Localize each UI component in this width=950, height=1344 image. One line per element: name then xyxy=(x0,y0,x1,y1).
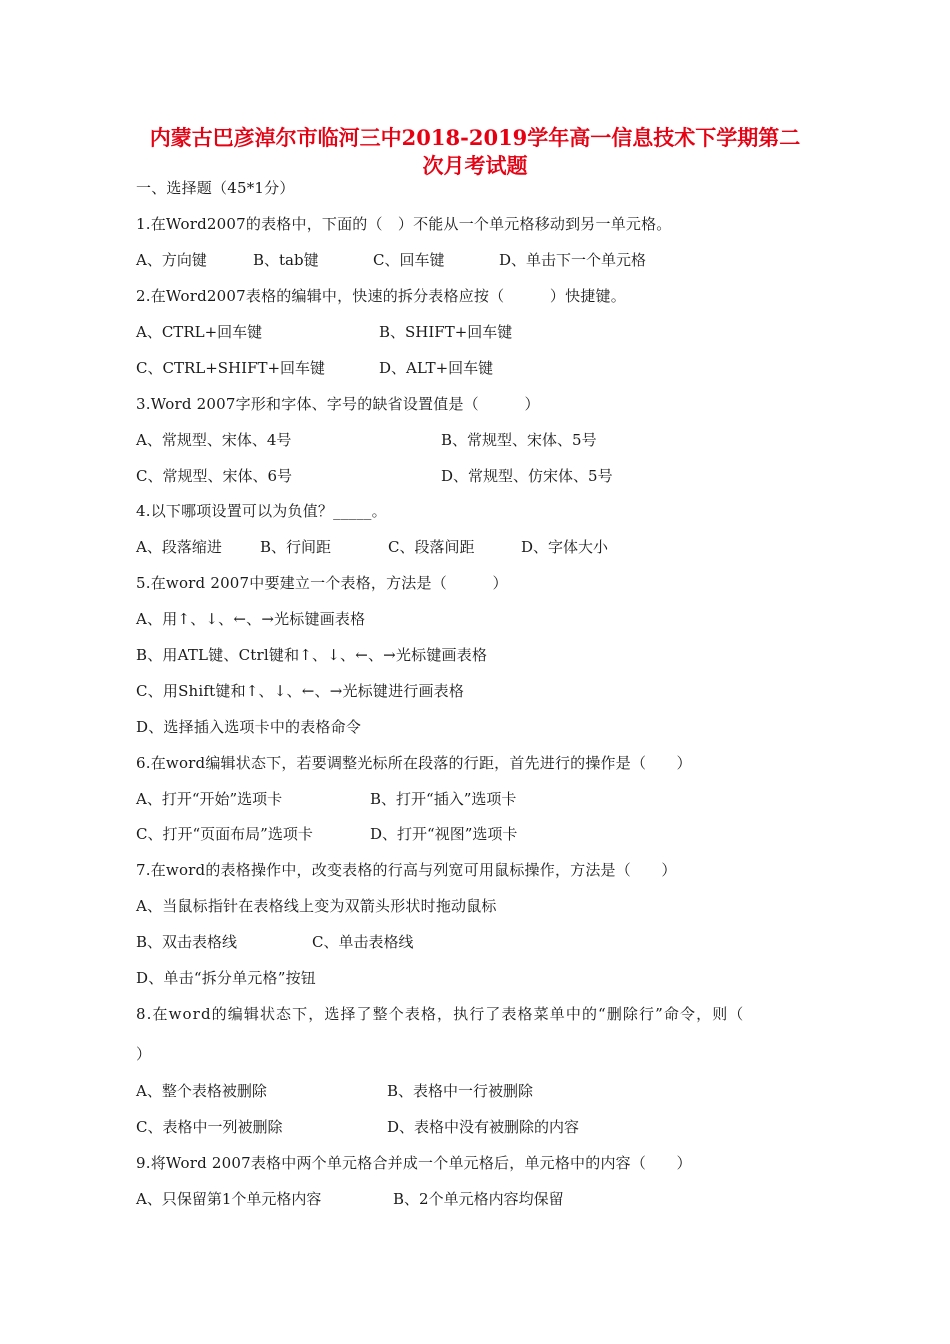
question-9-stem: 9.将Word 2007表格中两个单元格合并成一个单元格后，单元格中的内容（ ） xyxy=(136,1154,692,1172)
question-2-option-b: B、SHIFT+回车键 xyxy=(379,323,513,341)
question-2-option-c: C、CTRL+SHIFT+回车键 xyxy=(136,359,326,377)
question-9-option-b: B、2个单元格内容均保留 xyxy=(393,1190,564,1208)
question-3-option-a: A、常规型、宋体、4号 xyxy=(136,431,292,449)
question-6-option-a: A、打开“开始”选项卡 xyxy=(136,790,283,808)
question-5-option-a: A、用↑、↓、←、→光标键画表格 xyxy=(136,610,366,628)
question-6-stem: 6.在word编辑状态下，若要调整光标所在段落的行距，首先进行的操作是（ ） xyxy=(136,754,692,772)
question-7-option-c: C、单击表格线 xyxy=(312,933,414,951)
question-5-option-b: B、用ATL键、Ctrl键和↑、↓、←、→光标键画表格 xyxy=(136,646,488,664)
question-7-stem: 7.在word的表格操作中，改变表格的行高与列宽可用鼠标操作，方法是（ ） xyxy=(136,861,677,879)
question-7-option-b: B、双击表格线 xyxy=(136,933,238,951)
question-6-option-d: D、打开“视图”选项卡 xyxy=(370,825,518,843)
question-3-option-c: C、常规型、宋体、6号 xyxy=(136,467,293,485)
question-8-stem-continued: ） xyxy=(136,1045,152,1063)
question-1-option-b: B、tab键 xyxy=(253,251,319,269)
question-1-option-d: D、单击下一个单元格 xyxy=(499,251,647,269)
question-7-option-d: D、单击“拆分单元格”按钮 xyxy=(136,969,316,987)
question-2-option-a: A、CTRL+回车键 xyxy=(136,323,263,341)
question-1-option-c: C、回车键 xyxy=(373,251,445,269)
question-4-option-b: B、行间距 xyxy=(260,538,332,556)
question-1-stem: 1.在Word2007的表格中，下面的（ ）不能从一个单元格移动到另一单元格。 xyxy=(136,215,672,233)
document-title-line-1: 内蒙古巴彦淖尔市临河三中2018-2019学年高一信息技术下学期第二 xyxy=(149,125,801,150)
question-8-option-b: B、表格中一行被删除 xyxy=(387,1082,534,1100)
question-4-option-a: A、段落缩进 xyxy=(136,538,222,556)
question-8-option-a: A、整个表格被删除 xyxy=(136,1082,267,1100)
question-8-option-c: C、表格中一列被删除 xyxy=(136,1118,283,1136)
question-6-option-b: B、打开“插入”选项卡 xyxy=(370,790,517,808)
question-4-option-c: C、段落间距 xyxy=(388,538,475,556)
question-2-stem: 2.在Word2007表格的编辑中，快速的拆分表格应按（ ）快捷键。 xyxy=(136,287,626,305)
question-5-option-c: C、用Shift键和↑、↓、←、→光标键进行画表格 xyxy=(136,682,465,700)
question-5-option-d: D、选择插入选项卡中的表格命令 xyxy=(136,718,362,736)
question-4-stem: 4.以下哪项设置可以为负值？_____。 xyxy=(136,502,387,520)
section-heading: 一、选择题（45*1分） xyxy=(136,179,295,197)
question-5-stem: 5.在word 2007中要建立一个表格，方法是（ ） xyxy=(136,574,508,592)
question-2-option-d: D、ALT+回车键 xyxy=(379,359,494,377)
document-title-line-2: 次月考试题 xyxy=(422,153,528,178)
question-3-option-d: D、常规型、仿宋体、5号 xyxy=(441,467,613,485)
question-9-option-a: A、只保留第1个单元格内容 xyxy=(136,1190,322,1208)
question-6-option-c: C、打开“页面布局”选项卡 xyxy=(136,825,313,843)
question-1-option-a: A、方向键 xyxy=(136,251,207,269)
question-8-option-d: D、表格中没有被删除的内容 xyxy=(387,1118,580,1136)
question-8-stem: 8.在word的编辑状态下，选择了整个表格，执行了表格菜单中的“删除行”命令，则（ xyxy=(136,1005,745,1023)
question-3-stem: 3.Word 2007字形和字体、字号的缺省设置值是（ ） xyxy=(136,395,540,413)
question-3-option-b: B、常规型、宋体、5号 xyxy=(441,431,597,449)
question-4-option-d: D、字体大小 xyxy=(521,538,609,556)
question-7-option-a: A、当鼠标指针在表格线上变为双箭头形状时拖动鼠标 xyxy=(136,897,497,915)
